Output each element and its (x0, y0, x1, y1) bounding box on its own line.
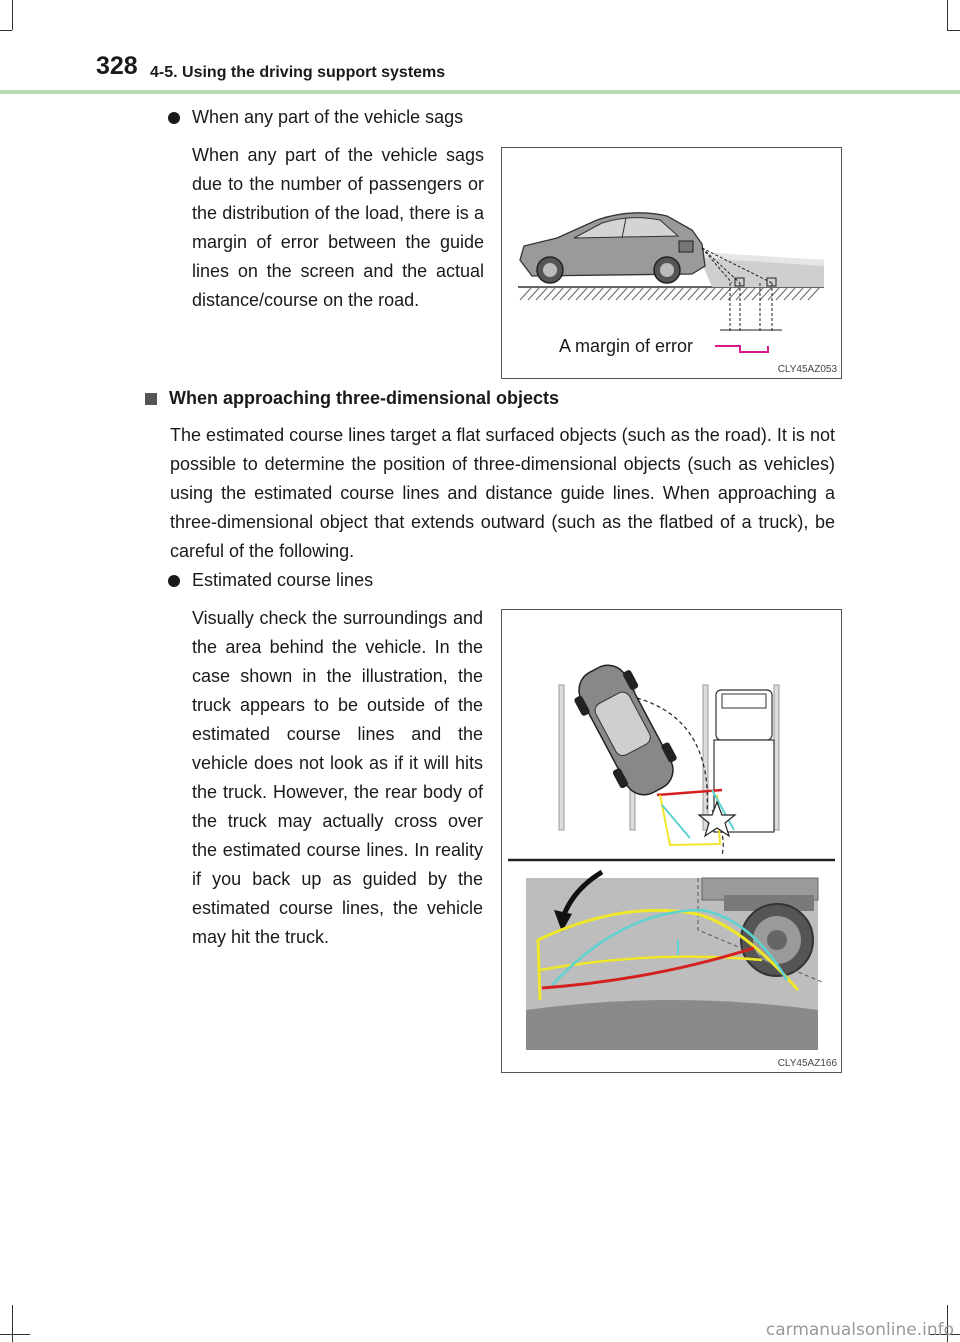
crop-mark-top-right-h (947, 30, 960, 31)
crop-mark-bottom-left (12, 1305, 13, 1342)
section-title: 4-5. Using the driving support systems (150, 64, 446, 81)
figure-truck-course-lines (501, 609, 842, 1073)
three-dimensional-objects-paragraph: The estimated course lines target a flat surfaced objects (such as the road). It is not possible to determine the position of three-dimensional objects (such as vehicles) using the estimated course lines and distance guide lines. When approaching a three-dimensional object that extends outward (such as the flatbed of a truck), be careful of the following. (170, 425, 835, 561)
footer-watermark: carmanualsonline.info (765, 1320, 954, 1340)
figure-caption: A margin of error (559, 336, 694, 356)
bullet-item-vehicle-sags (168, 107, 463, 128)
square-bullet-icon (145, 393, 157, 405)
crop-mark-top-right (947, 0, 948, 30)
heading-text: When approaching three-dimensional objects (169, 388, 560, 408)
bullet-item-estimated-course-lines (168, 570, 373, 591)
crop-mark-top-left-h (0, 30, 12, 31)
three-dimensional-objects-heading (145, 388, 559, 409)
figure-margin-of-error (501, 147, 842, 379)
bullet-icon (168, 112, 180, 124)
header-rule (0, 90, 960, 94)
figure-code: CLY45AZ053 (777, 364, 837, 375)
estimated-course-lines-paragraph: Visually check the surroundings and the area behind the vehicle. In the case shown in the illustration, the truck appears to be outside of the estimated course lines and the vehicle does not look as if it will hits the truck. However, the rear body of the truck may actually cross over the estimated course lines. In reality if you back up as guided by the estimated course lines, the vehicle may hit the truck. (192, 608, 483, 947)
vehicle-sags-paragraph: When any part of the vehicle sags due to the number of passengers or the distribution of the load, there is a margin of error between the guide lines on the screen and the actual distance/course on the road. (192, 145, 484, 310)
bullet-label: Estimated course lines (192, 570, 374, 590)
parking-truck-illustration (502, 610, 841, 1072)
page-number: 328 (96, 52, 138, 80)
bullet-label: When any part of the vehicle sags (192, 107, 464, 127)
bullet-icon (168, 575, 180, 587)
crop-mark-top-left (12, 0, 13, 30)
crop-mark-bottom-left-h (0, 1334, 30, 1335)
figure-code: CLY45AZ166 (777, 1058, 837, 1069)
